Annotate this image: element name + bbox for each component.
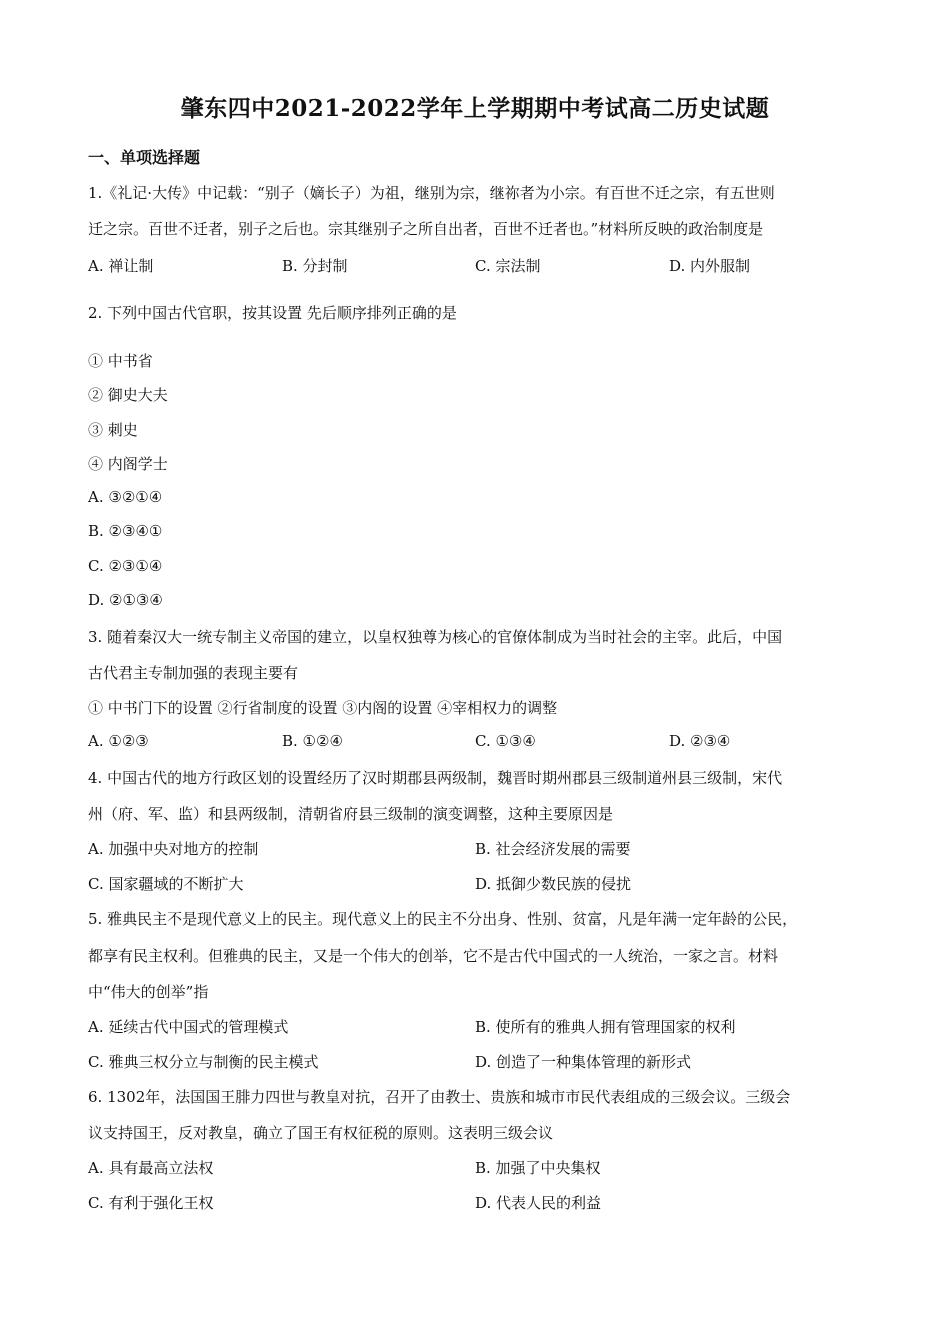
q6-stem-line: 议支持国王，反对教皇，确立了国王有权征税的原则。这表明三级会议 — [88, 1124, 554, 1142]
q3-stem-line: 3. 随着秦汉大一统专制主义帝国的建立，以皇权独尊为核心的官僚体制成为当时社会的主宰。此后，中国 — [88, 628, 783, 646]
q2-item: ③ 刺史 — [88, 421, 138, 439]
q6-stem-line: 6. 1302年，法国国王腓力四世与教皇对抗，召开了由教士、贵族和城市市民代表组成的三级会议。三级会 — [88, 1088, 791, 1106]
q4-option-a: A. 加强中央对地方的控制 — [88, 840, 259, 858]
q6-option-a: A. 具有最高立法权 — [88, 1159, 214, 1177]
q4-option-d: D. 抵御少数民族的侵扰 — [475, 875, 632, 893]
q1-option-c: C. 宗法制 — [475, 257, 541, 275]
q1-stem-line: 迁之宗。百世不迁者，别子之后也。宗其继别子之所自出者，百世不迁者也。”材料所反映的政治制度是 — [88, 220, 764, 238]
q1-option-d: D. 内外服制 — [669, 257, 751, 275]
q6-option-c: C. 有利于强化王权 — [88, 1194, 214, 1212]
q4-stem-line: 4. 中国古代的地方行政区划的设置经历了汉时期郡县两级制，魏晋时期州郡县三级制道州县三级制，宋代 — [88, 769, 783, 787]
page-title: 肇东四中2021-2022学年上学期期中考试高二历史试题 — [180, 95, 770, 122]
section-heading: 一、单项选择题 — [88, 148, 201, 167]
q5-stem-line: 5. 雅典民主不是现代意义上的民主。现代意义上的民主不分出身、性别、贫富，凡是年满一定年龄的公民， — [88, 910, 798, 928]
q2-stem-line: 2. 下列中国古代官职，按其设置 先后顺序排列正确的是 — [88, 304, 457, 322]
q5-option-a: A. 延续古代中国式的管理模式 — [88, 1018, 289, 1036]
q3-option-a: A. ①②③ — [88, 732, 149, 750]
q4-option-b: B. 社会经济发展的需要 — [475, 840, 631, 858]
q2-option-a: A. ③②①④ — [88, 488, 163, 506]
q3-stem-line: 古代君主专制加强的表现主要有 — [88, 664, 299, 682]
q1-option-a: A. 禅让制 — [88, 257, 154, 275]
q3-items-line: ① 中书门下的设置 ②行省制度的设置 ③内阁的设置 ④宰相权力的调整 — [88, 699, 558, 717]
q6-option-d: D. 代表人民的利益 — [475, 1194, 602, 1212]
q2-option-c: C. ②③①④ — [88, 557, 163, 575]
q6-option-b: B. 加强了中央集权 — [475, 1159, 601, 1177]
q3-option-c: C. ①③④ — [475, 732, 536, 750]
q5-option-c: C. 雅典三权分立与制衡的民主模式 — [88, 1053, 319, 1071]
q5-option-d: D. 创造了一种集体管理的新形式 — [475, 1053, 692, 1071]
q2-option-d: D. ②①③④ — [88, 591, 163, 609]
q1-option-b: B. 分封制 — [282, 257, 348, 275]
q3-option-d: D. ②③④ — [669, 732, 731, 750]
q2-item: ② 御史大夫 — [88, 386, 168, 404]
q4-stem-line: 州（府、军、监）和县两级制，清朝省府县三级制的演变调整，这种主要原因是 — [88, 805, 614, 823]
q5-stem-line: 中“伟大的创举”指 — [88, 983, 209, 1001]
q3-option-b: B. ①②④ — [282, 732, 343, 750]
q5-stem-line: 都享有民主权利。但雅典的民主，又是一个伟大的创举，它不是古代中国式的一人统治，一家之言。材料 — [88, 947, 779, 965]
q1-stem-line: 1.《礼记·大传》中记载：“别子（嫡长子）为祖，继别为宗，继祢者为小宗。有百世不迁之宗，有五世则 — [88, 184, 775, 202]
q2-item: ① 中书省 — [88, 352, 153, 370]
q5-option-b: B. 使所有的雅典人拥有管理国家的权利 — [475, 1018, 736, 1036]
q2-option-b: B. ②③④① — [88, 522, 163, 540]
q4-option-c: C. 国家疆域的不断扩大 — [88, 875, 244, 893]
q2-item: ④ 内阁学士 — [88, 455, 168, 473]
